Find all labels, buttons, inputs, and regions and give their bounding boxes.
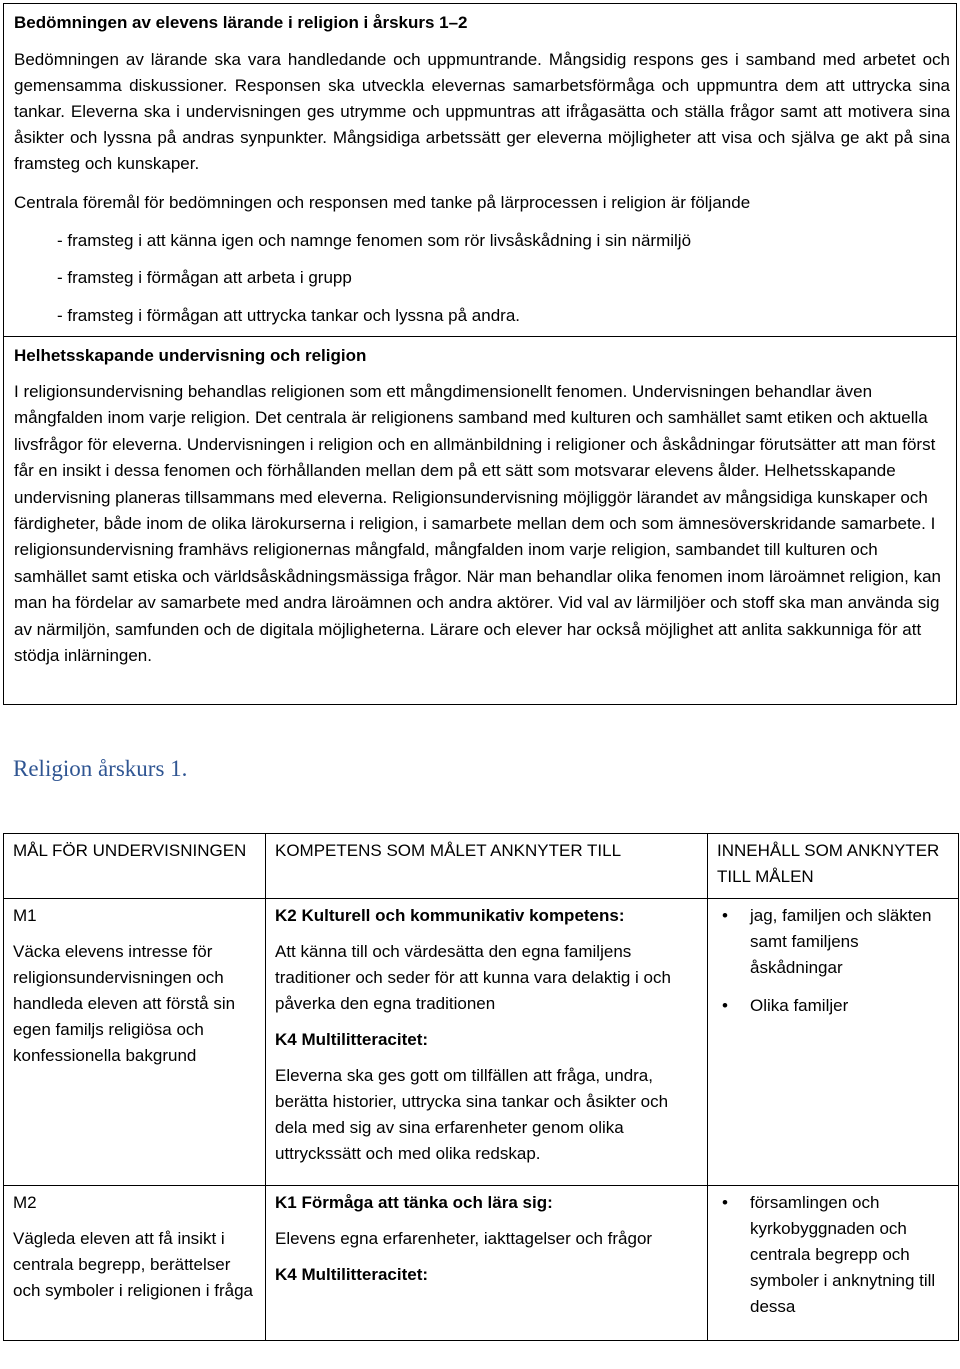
competence-text: Att känna till och värdesätta den egna familjens traditioner och seder för att kunna vara delaktig i och påverka den egna traditionen [275, 942, 671, 1013]
table-row [4, 899, 959, 1186]
assessment-heading: Bedömningen av elevens lärande i religion i årskurs 1–2 [14, 13, 468, 32]
content-item: • jag, familjen och släkten samt familjens åskådningar [717, 903, 950, 981]
integrative-paragraph: I religionsundervisning behandlas religionen som ett mångdimensionellt fenomen. Undervisningen behandlar även mångfalden inom varje religion. Det centrala är religionens samband med kulturen och samhället samt etiken och aktuella livsfrågor för eleverna. Undervisningen i religion och en allmänbildning i religioner och åskådningar förutsätter att man först får en insikt i dessa fenomen och förhållanden mellan dem på ett sätt som motsvarar elevens ålder. Helhetsskapande undervisning planeras tillsammans med eleverna. Religionsundervisning möjliggör lärandet av mångsidiga kunskaper och färdigheter, både inom de olika lärokurserna i religion, i samarbete mellan dem och som ämnesöverskridande samarbete. I religionsundervisning framhävs religionernas mångfald, mångfalden inom varje religion, sambandet till kulturen och samhället samt etiska och världsåskådningsmässiga frågor. När man behandlar olika fenomen inom läroämnet religion, kan man ha fördelar av samarbete med andra läroämnen och andra aktörer. Vid val av lärmiljöer och stoff ska man använda sig av närmiljön, samfunden och de digitala möjligheterna. Lärare och elever har också möjlighet att anlita sakkunniga för att stödja inlärningen. [14, 382, 941, 666]
content-list [717, 1190, 950, 1320]
table-header-row [4, 834, 959, 899]
content-item: • Olika familjer [717, 993, 950, 1019]
goal-text: Väcka elevens intresse för religionsundervisningen och handleda eleven att förstå sin egen familjs religiösa och konfessionella bakgrund [13, 942, 236, 1065]
competence-text: Elevens egna erfarenheter, iakttagelser och frågor [275, 1229, 653, 1248]
assessment-focus-intro: Centrala föremål för bedömningen och responsen med tanke på lärprocessen i religion är följande [14, 193, 751, 212]
assessment-bullet: - framsteg i att känna igen och namnge fenomen som rör livsåskådning i sin närmiljö [57, 231, 692, 250]
competence-cell [266, 899, 708, 1186]
assessment-box [3, 3, 957, 705]
header-goals: MÅL FÖR UNDERVISNINGEN [4, 834, 266, 899]
content-list [717, 903, 950, 1019]
curriculum-table [3, 833, 959, 1341]
competence-title: K4 Multilitteracitet: [275, 1030, 429, 1049]
content-cell [708, 1186, 959, 1341]
goal-cell [4, 1186, 266, 1341]
assessment-paragraph: Bedömningen av lärande ska vara handledande och uppmuntrande. Mångsidig respons ges i samband med arbetet och gemensamma diskussioner. Responsen ska utveckla elevernas samarbetsförmåga och uppmuntra dem att uttrycka sina tankar. Eleverna ska i undervisningen ges utrymme och uppmuntras att ifrågasätta och ställa frågor samt att motivera sina åsikter och lyssna på andras synpunkter. Mångsidiga arbetssätt ger eleverna möjligheter att visa och själva ge akt på sina framsteg och kunskaper. [14, 50, 950, 173]
content-item: • församlingen och kyrkobyggnaden och centrala begrepp och symboler i anknytning till dessa [717, 1190, 950, 1320]
header-competence: KOMPETENS SOM MÅLET ANKNYTER TILL [266, 834, 708, 899]
competence-text: Eleverna ska ges gott om tillfällen att fråga, undra, berätta historier, uttrycka sina tankar och åsikter och dela med sig av sina erfarenheter genom olika uttryckssätt och med olika redskap. [275, 1066, 669, 1163]
content-cell [708, 899, 959, 1186]
competence-title: K2 Kulturell och kommunikativ kompetens: [275, 906, 625, 925]
header-content: INNEHÅLL SOM ANKNYTER TILL MÅLEN [708, 834, 959, 899]
competence-title: K4 Multilitteracitet: [275, 1265, 429, 1284]
assessment-bullet: - framsteg i förmågan att arbeta i grupp [57, 268, 352, 287]
section-divider [4, 336, 956, 337]
goal-text: Vägleda eleven att få insikt i centrala begrepp, berättelser och symboler i religionen i fråga [13, 1229, 254, 1300]
assessment-bullet: - framsteg i förmågan att uttrycka tankar och lyssna på andra. [57, 306, 520, 325]
competence-cell [266, 1186, 708, 1341]
section-heading: Religion årskurs 1. [13, 756, 188, 781]
competence-title: K1 Förmåga att tänka och lära sig: [275, 1193, 553, 1212]
integrative-heading: Helhetsskapande undervisning och religion [14, 346, 367, 365]
goal-code: M1 [13, 906, 37, 925]
goal-cell [4, 899, 266, 1186]
goal-code: M2 [13, 1193, 37, 1212]
table-row [4, 1186, 959, 1341]
